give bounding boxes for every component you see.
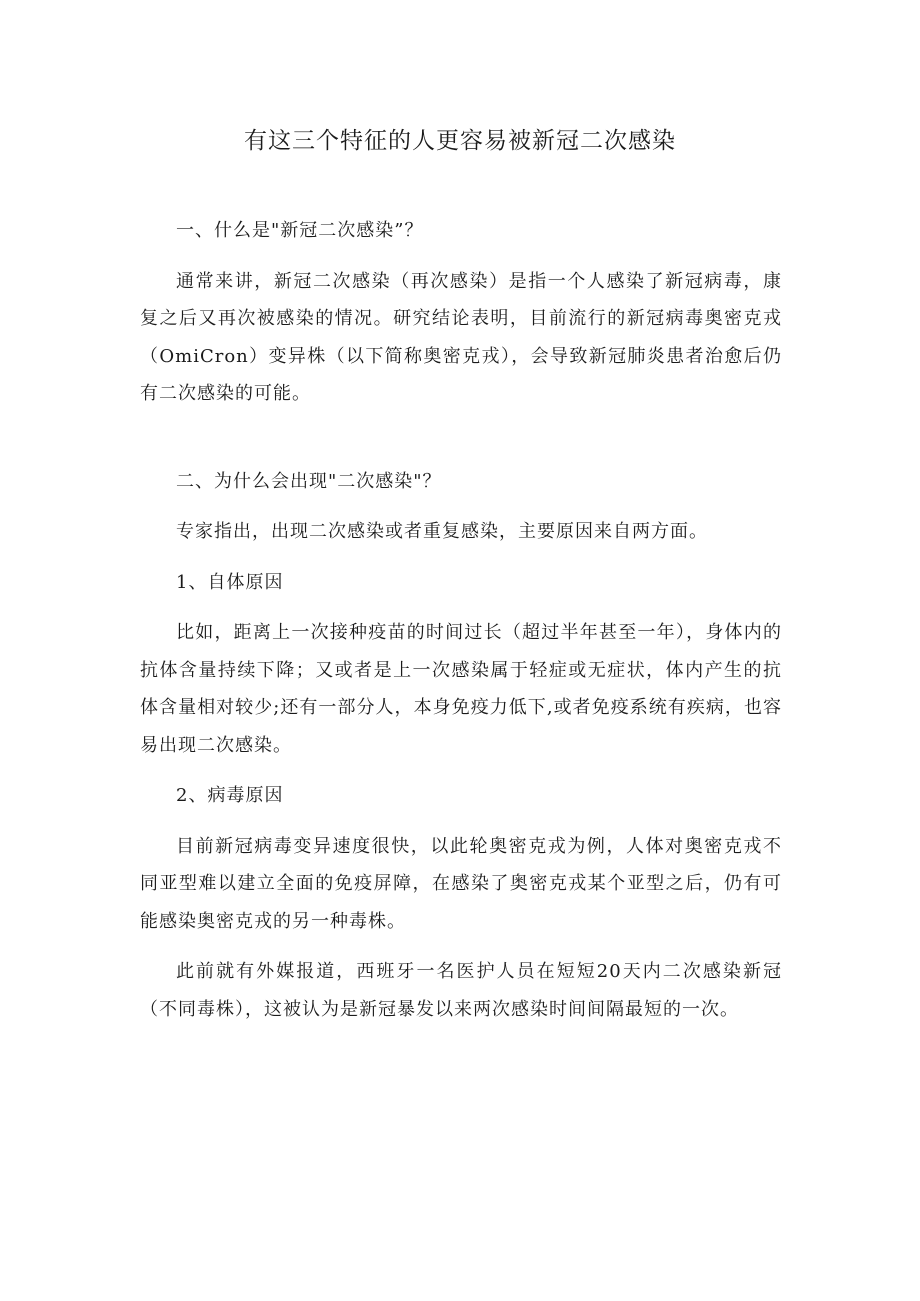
section-2-heading: 二、为什么会出现"二次感染"？ [176,470,442,492]
document-body [140,212,782,1028]
section-1-paragraph: 通常来讲，新冠二次感染（再次感染）是指一个人感染了新冠病毒，康复之后又再次被感染的情况。研究结论表明，目前流行的新冠病毒奥密克戎（OmiCron）变异株（以下简称奥密克戎），会导致新冠肺炎患者治愈后仍有二次感染的可能。 [140,270,782,404]
section-1-heading: 一、什么是"新冠二次感染”？ [176,220,424,241]
section-2-intro: 专家指出，出现二次感染或者重复感染，主要原因来自两方面。 [176,521,708,542]
subsection-2-text: 目前新冠病毒变异速度很快，以此轮奥密克戎为例，人体对奥密克戎不同亚型难以建立全面的免疫屏障，在感染了奥密克戎某个亚型之后，仍有可能感染奥密克戎的另一种毒株。 [140,835,782,932]
document-title: 有这三个特征的人更容易被新冠二次感染 [244,128,676,154]
subsection-2-extra: 此前就有外媒报道，西班牙一名医护人员在短短20天内二次感染新冠（不同毒株），这被认为是新冠暴发以来两次感染时间间隔最短的一次。 [140,961,782,1020]
subsection-1-label: 1、自体原因 [176,571,284,593]
subsection-1-text: 比如，距离上一次接种疫苗的时间过长（超过半年甚至一年），身体内的抗体含量持续下降；又或者是上一次感染属于轻症或无症状，体内产生的抗体含量相对较少;还有一部分人，本身免疫力低下,或者免疫系统有疾病，也容易出现二次感染。 [140,622,782,756]
subsection-2-label: 2、病毒原因 [176,785,284,806]
